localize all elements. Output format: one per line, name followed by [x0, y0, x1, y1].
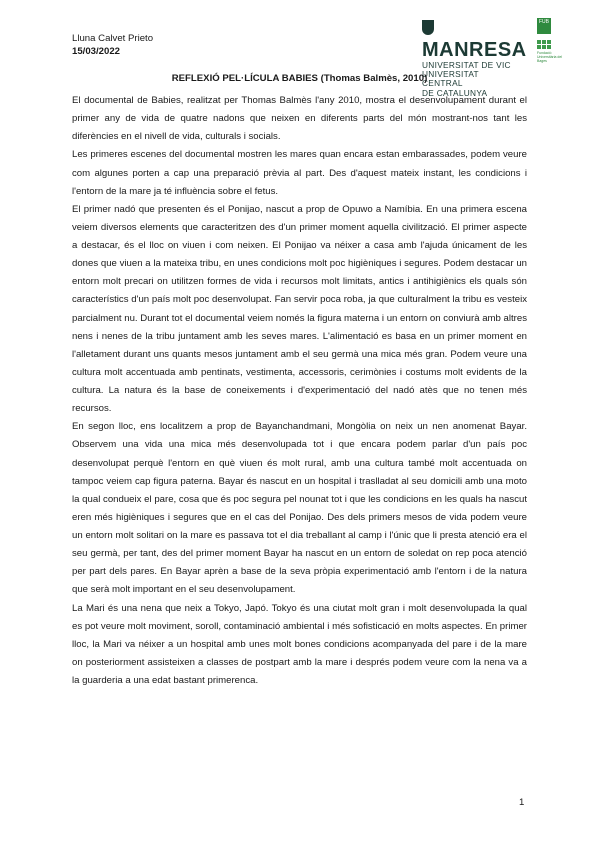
umanresa-line-1: UNIVERSITAT DE VIC: [422, 60, 511, 70]
paragraph: Les primeres escenes del documental mostren les mares quan encara estan embarassades, podem veure com algunes porten a cap una preparació prèvia al part. Des d'aquest mateix instant, les condicions i l'entorn de la mare ja té influència sobre el fetus.: [72, 149, 527, 197]
umanresa-line-2: UNIVERSITAT CENTRAL: [422, 69, 479, 89]
fub-box: FUB: [537, 18, 551, 34]
document-date: 15/03/2022: [72, 45, 121, 57]
umanresa-line-3: DE CATALUNYA: [422, 87, 488, 98]
fub-squares-icon: [537, 40, 553, 49]
author-name: Lluna Calvet Prieto: [72, 33, 154, 44]
document-header: [72, 33, 153, 58]
document-title: REFLEXIÓ PEL·LÍCULA BABIES (Thomas Balmès, 2010): [171, 73, 428, 84]
paragraph: El documental de Babies, realitzat per Thomas Balmès l'any 2010, mostra el desenvolupament durant el primer any de vida de quatre nadons que neixen en diferents parts del món mostrant-nos tant les diferències en el nivell de vida, culturals i socials.: [72, 95, 527, 143]
fub-text: Fundació Universitària del Bages: [537, 51, 563, 63]
paragraph: La Mari és una nena que neix a Tokyo, Japó. Tokyo és una ciutat molt gran i molt desenvolupada la qual es pot veure molt moviment, soroll, contaminació ambiental i més sofisticació en molts aspectes. En primer lloc, la Mari va néixer a un hospital amb unes molt bones condicions acompanyada del pare i de la mare on posteriorment assisteixen a classes de postpart amb la mare i després podem veure com la nena va a la guarderia a una edat bastant primerenca.: [72, 602, 527, 686]
paragraph: El primer nadó que presenten és el Ponijao, nascut a prop de Opuwo a Namíbia. En una primera escena veiem diversos elements que caracteritzen des d'un primer moment aquella civilització. El primer aspecte a destacar, és el lloc on viuen i com neixen. El Ponijao va néixer a casa amb l'ajuda únicament de les dones que viuen a la mateixa tribu, en unes condicions molt poc higièniques i segures. Podem destacar un entorn molt precari on utilitzen formes de vida i recursos molt limitats, antics i antihigiènics els quals són característics d'un país molt poc desenvolupat. Fan servir poca roba, ja que culturalment la tribu es vesteix parcialment nu. Durant tot el documental veiem només la figura materna i un entorn on conviurà amb altres nens i nenes de la tribu juntament amb les seves mares. L'alimentació es basa en un primer moment en l'alletament durant uns quants mesos juntament amb el seu germà una mica més gran. Podem veure una cultura molt accentuada amb pentinats, vestimenta, accessoris, cerimònies i costums molt evidents de la cultura. La natura és la base de coneixements i d'experimentació del nadó atès que no tenen més recursos.: [72, 203, 527, 415]
umanresa-brand: MANRESA: [422, 17, 522, 61]
u-mark-icon: [422, 20, 434, 35]
fub-logo: [537, 18, 567, 64]
page-number: 1: [519, 797, 525, 808]
umanresa-logo: [422, 17, 527, 98]
document-body: [72, 92, 527, 690]
paragraph: En segon lloc, ens localitzem a prop de Bayanchandmani, Mongòlia on neix un nen anomenat Bayar. Observem una vida una mica més desenvolupada tot i que encara podem parlar d'un país poc desenvolupat perquè l'entorn en què viuen és molt rural, amb una cultura també molt accentuada on tampoc veiem cap figura paterna. Bayar és nascut en un hospital i traslladat al seu domicili amb una moto la qual condueix el pare, cosa que és poc segura pel nounat tot i que les condicions en les quals ha nascut eren més higièniques i segures que en el cas del Ponijao. Des dels primers mesos de vida podem veure un entorn molt solitari on la mare es passava tot el dia treballant al camp i l'únic que li presta atenció era el seu germà, per tant, des del primer moment Bayar ha nascut en un entorn de soledat on rep poca atenció per part dels pares. En Bayar aprèn a base de la seva pròpia experimentació amb l'entorn i de la natura que serà molt important en el seu desenvolupament.: [72, 421, 527, 596]
